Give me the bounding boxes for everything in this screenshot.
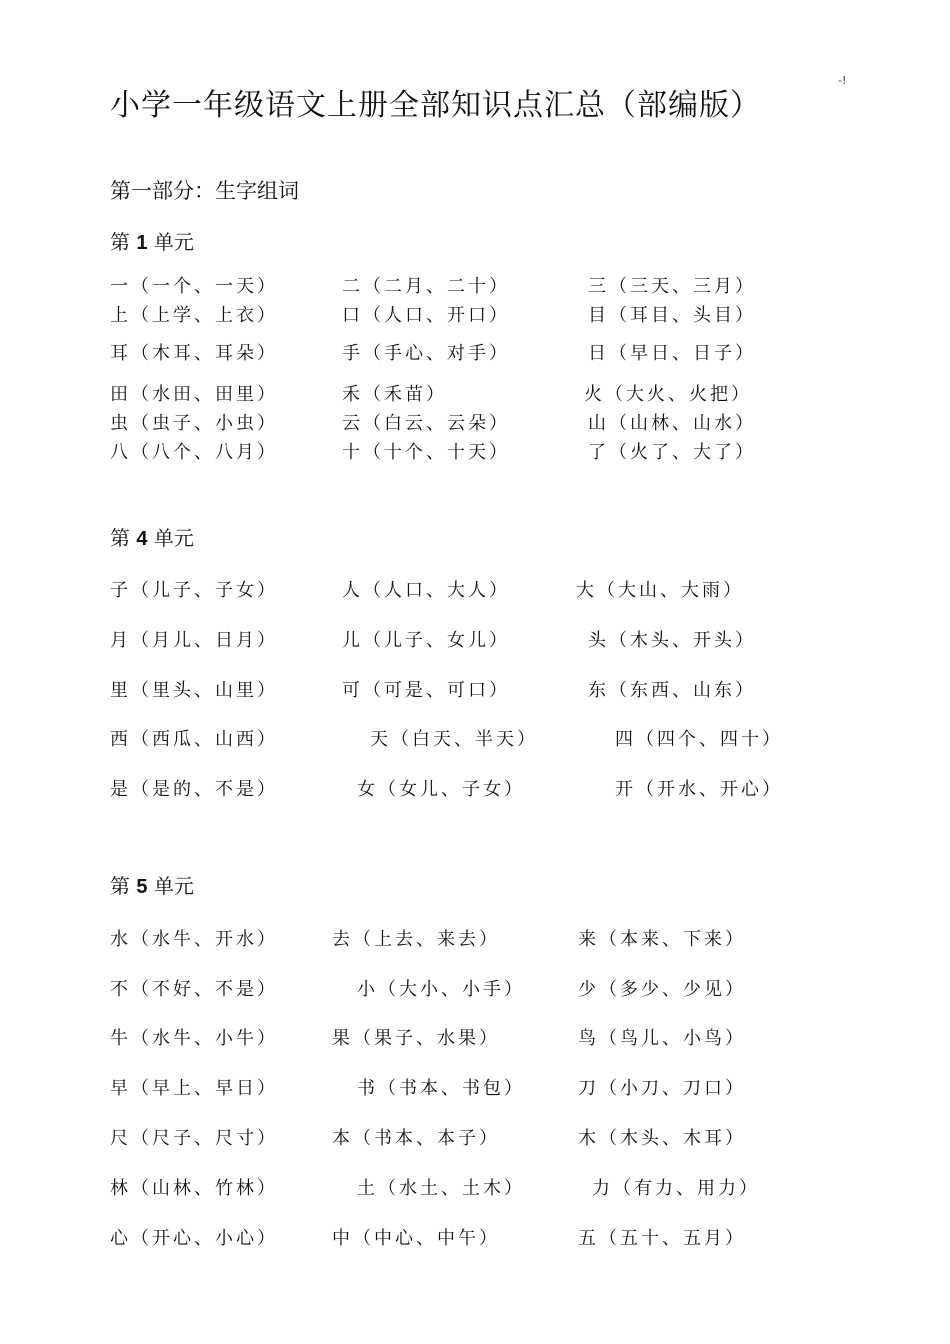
word-entry: 是（是的、不是） — [110, 779, 278, 800]
word-entry: 里（里头、山里） — [110, 680, 278, 701]
word-entry: 牛（水牛、小牛） — [110, 1028, 278, 1049]
word-entry: 西（西瓜、山西） — [110, 729, 278, 750]
word-entry: 女（女儿、子女） — [357, 779, 525, 800]
word-entry: 了（火了、大了） — [588, 442, 756, 463]
unit-1-heading — [110, 226, 194, 255]
word-entry: 天（白天、半天） — [370, 729, 538, 750]
unit-number: 1 — [136, 232, 148, 254]
word-entry: 林（山林、竹林） — [110, 1178, 278, 1199]
word-entry: 来（本来、下来） — [578, 929, 746, 950]
unit-suffix: 单元 — [153, 526, 194, 550]
word-entry: 耳（木耳、耳朵） — [110, 343, 278, 364]
word-entry: 子（儿子、子女） — [110, 580, 278, 601]
word-entry: 手（手心、对手） — [342, 343, 510, 364]
word-entry: 五（五十、五月） — [578, 1228, 746, 1249]
page-title: 小学一年级语文上册全部知识点汇总（部编版） — [110, 88, 761, 123]
word-entry: 山（山林、山水） — [588, 413, 756, 434]
word-entry: 大（大山、大雨） — [576, 580, 744, 601]
word-entry: 虫（虫子、小虫） — [110, 413, 278, 434]
word-entry: 刀（小刀、刀口） — [578, 1078, 746, 1099]
word-entry: 去（上去、来去） — [332, 929, 500, 950]
unit-5-heading — [110, 870, 194, 899]
word-entry: 八（八个、八月） — [110, 442, 278, 463]
word-entry: 小（大小、小手） — [357, 979, 525, 1000]
word-entry: 心（开心、小心） — [110, 1228, 278, 1249]
word-entry: 中（中心、中午） — [332, 1228, 500, 1249]
unit-prefix: 第 — [110, 230, 130, 254]
unit-suffix: 单元 — [153, 230, 194, 254]
word-entry: 早（早上、早日） — [110, 1078, 278, 1099]
part-heading: 第一部分：生字组词 — [110, 179, 299, 203]
word-entry: 开（开水、开心） — [615, 779, 783, 800]
word-entry: 月（月儿、日月） — [110, 630, 278, 651]
word-entry: 东（东西、山东） — [588, 680, 756, 701]
word-entry: 尺（尺子、尺寸） — [110, 1128, 278, 1149]
word-entry: 云（白云、云朵） — [342, 413, 510, 434]
unit-prefix: 第 — [110, 526, 130, 550]
unit-prefix: 第 — [110, 874, 130, 898]
word-entry: 鸟（鸟儿、小鸟） — [578, 1028, 746, 1049]
word-entry: 一（一个、一天） — [110, 276, 278, 297]
word-entry: 田（水田、田里） — [110, 384, 278, 405]
word-entry: 人（人口、大人） — [342, 580, 510, 601]
unit-number: 4 — [136, 528, 148, 550]
unit-suffix: 单元 — [153, 874, 194, 898]
word-entry: 二（二月、二十） — [342, 276, 510, 297]
corner-mark: -! — [838, 74, 847, 87]
unit-4-heading — [110, 522, 194, 551]
word-entry: 力（有力、用力） — [592, 1178, 760, 1199]
word-entry: 可（可是、可口） — [342, 680, 510, 701]
word-entry: 少（多少、少见） — [578, 979, 746, 1000]
word-entry: 本（书本、本子） — [332, 1128, 500, 1149]
word-entry: 禾（禾苗） — [342, 384, 447, 405]
word-entry: 目（耳目、头目） — [588, 305, 756, 326]
word-entry: 儿（儿子、女儿） — [342, 630, 510, 651]
word-entry: 头（木头、开头） — [588, 630, 756, 651]
word-entry: 书（书本、书包） — [357, 1078, 525, 1099]
word-entry: 火（大火、火把） — [584, 384, 752, 405]
word-entry: 水（水牛、开水） — [110, 929, 278, 950]
word-entry: 木（木头、木耳） — [578, 1128, 746, 1149]
word-entry: 果（果子、水果） — [332, 1028, 500, 1049]
word-entry: 上（上学、上衣） — [110, 305, 278, 326]
word-entry: 不（不好、不是） — [110, 979, 278, 1000]
word-entry: 四（四个、四十） — [615, 729, 783, 750]
word-entry: 三（三天、三月） — [588, 276, 756, 297]
word-entry: 土（水土、土木） — [357, 1178, 525, 1199]
word-entry: 口（人口、开口） — [342, 305, 510, 326]
word-entry: 日（早日、日子） — [588, 343, 756, 364]
unit-number: 5 — [136, 876, 148, 898]
word-entry: 十（十个、十天） — [342, 442, 510, 463]
